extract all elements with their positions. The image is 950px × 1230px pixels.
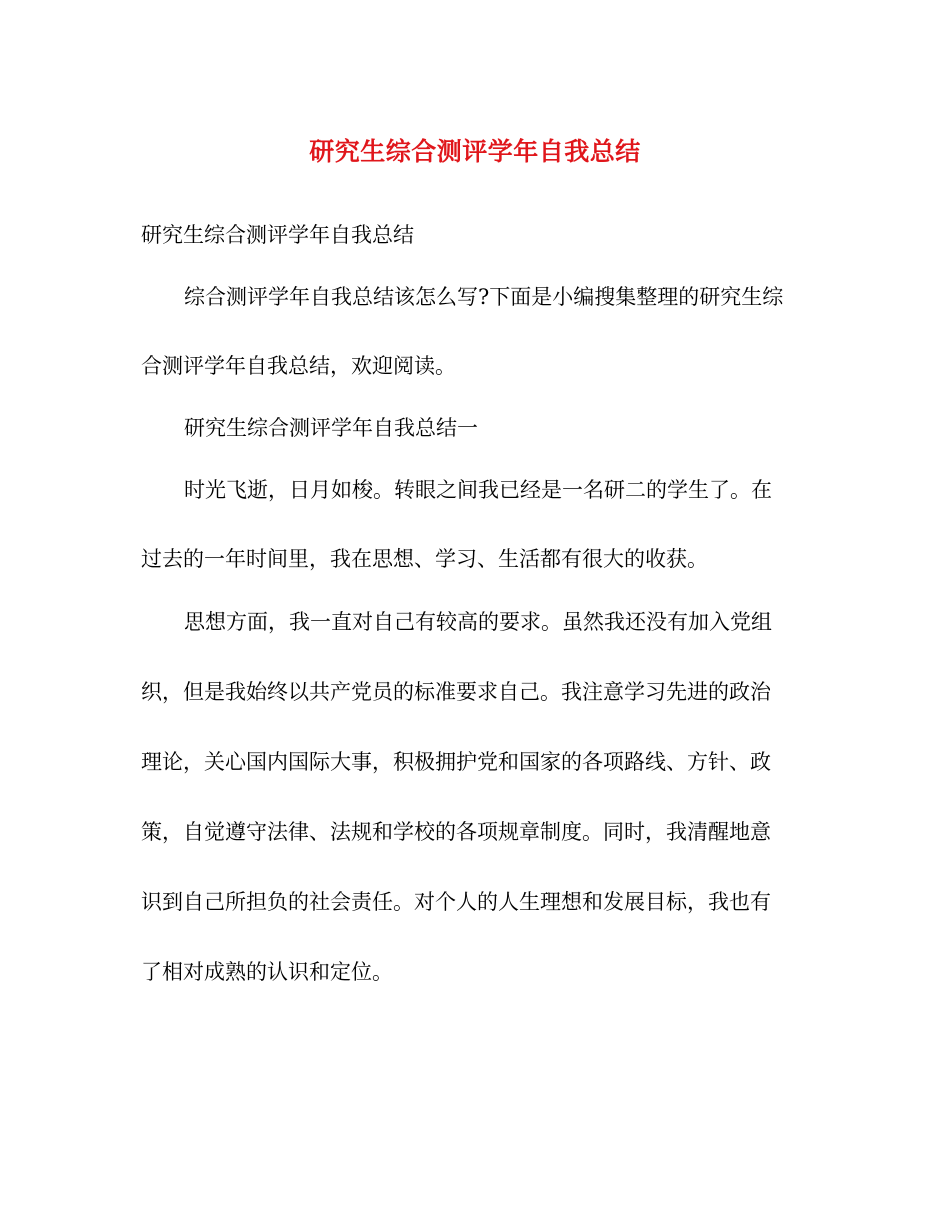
intro-line-1: 综合测评学年自我总结该怎么写?下面是小编搜集整理的研究生综: [184, 285, 784, 309]
paragraph-2-line-1: 思想方面，我一直对自己有较高的要求。虽然我还没有加入党组: [184, 610, 772, 634]
intro-line-2: 合测评学年自我总结，欢迎阅读。: [141, 354, 456, 378]
subtitle-line: 研究生综合测评学年自我总结: [141, 223, 414, 247]
paragraph-2-line-2: 织，但是我始终以共产党员的标准要求自己。我注意学习先进的政治: [141, 680, 771, 704]
paragraph-2-line-4: 策，自觉遵守法律、法规和学校的各项规章制度。同时，我清醒地意: [141, 820, 771, 844]
document-title: 研究生综合测评学年自我总结: [309, 137, 641, 166]
section-heading-1: 研究生综合测评学年自我总结一: [184, 416, 478, 440]
paragraph-1-line-1: 时光飞逝，日月如梭。转眼之间我已经是一名研二的学生了。在: [184, 478, 772, 502]
paragraph-2-line-3: 理论，关心国内国际大事，积极拥护党和国家的各项路线、方针、政: [141, 750, 771, 774]
paragraph-1-line-2: 过去的一年时间里，我在思想、学习、生活都有很大的收获。: [141, 547, 708, 571]
paragraph-2-line-6: 了相对成熟的认识和定位。: [141, 960, 393, 984]
paragraph-2-line-5: 识到自己所担负的社会责任。对个人的人生理想和发展目标，我也有: [141, 890, 771, 914]
